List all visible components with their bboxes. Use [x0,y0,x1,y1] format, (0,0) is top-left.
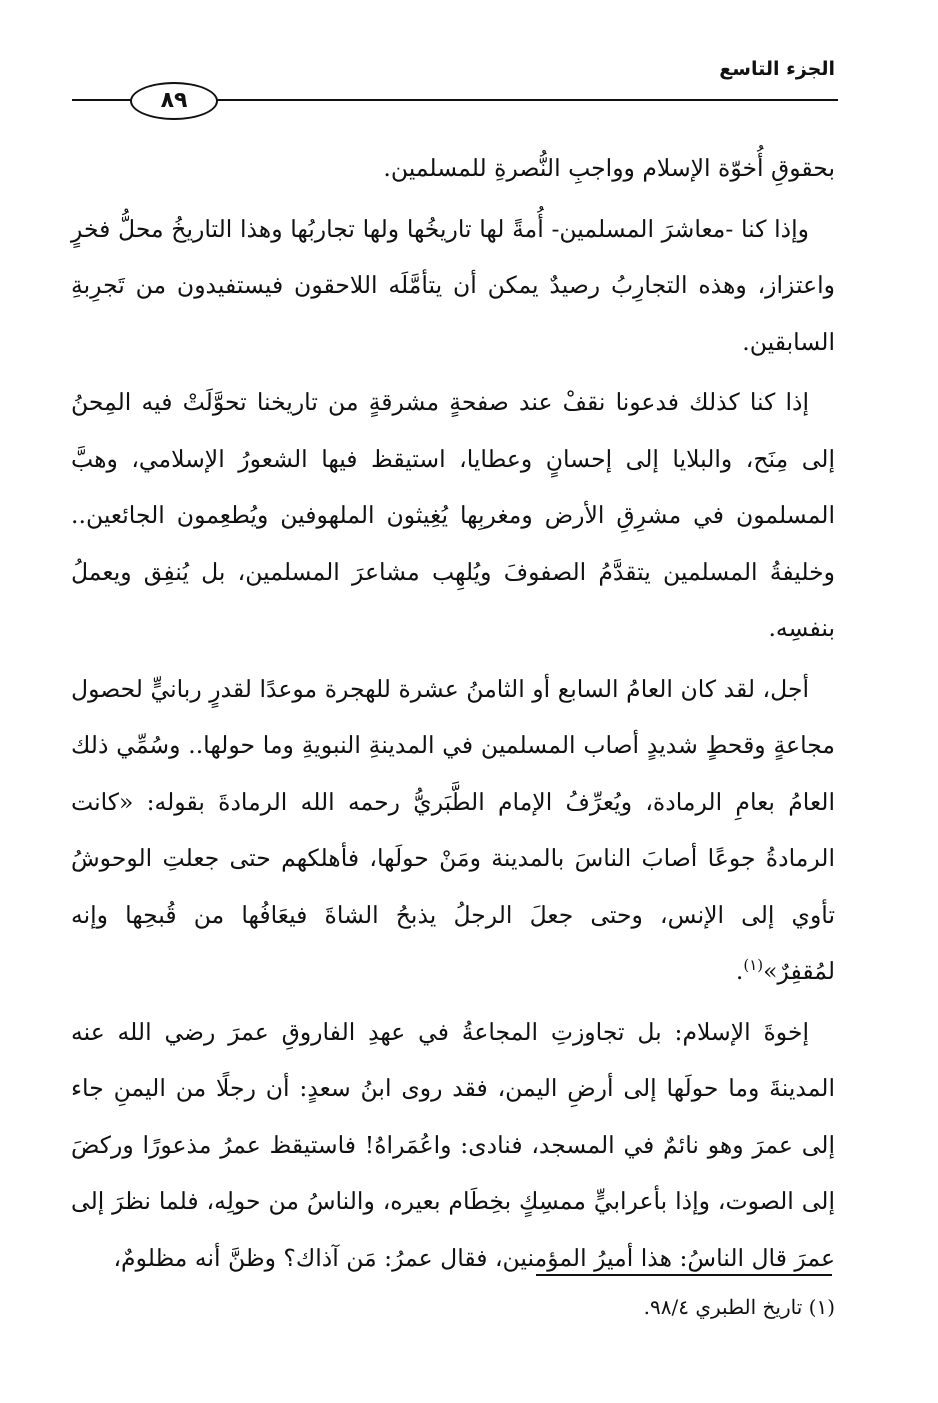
paragraph-4 [71,661,835,1000]
paragraph-4-text: أجل، لقد كان العامُ السابع أو الثامنُ عشرة للهجرة موعدًا لقدرٍ ربانيٍّ لحصول مجاعةٍ وقحطٍ شديدٍ أصاب المسلمين في المدينةِ النبويةِ وما حولها.. وسُمِّي ذلك العامُ بعامِ الرمادة، ويُعرِّفُ الإمام الطَّبَريُّ رحمه الله الرمادةَ بقوله: «كانت الرمادةُ جوعًا أصابَ الناسَ بالمدينة ومَنْ حولَها، فأهلكهم حتى جعلتِ الوحوشُ تأوي إلى الإنس، وحتى جعلَ الرجلُ يذبحُ الشاةَ فيعَافُها من قُبحِها وإنه لمُقفِرٌ» [71,674,835,985]
running-head-title: الجزء التاسع [719,58,835,80]
paragraph-5: إخوةَ الإسلام: بل تجاوزتِ المجاعةُ في عهدِ الفاروقِ عمرَ رضي الله عنه المدينةَ وما حولَها إلى أرضِ اليمن، فقد روى ابنُ سعدٍ: أن رجلًا من اليمنِ جاء إلى عمرَ وهو نائمٌ في المسجد، فنادى: واعُمَراهُ! فاستيقظ عمرُ مذعورًا وركضَ إلى الصوت، وإذا بأعرابيٍّ ممسِكٍ بخِطَام بعيره، والناسُ من حولِه، فلما نظرَ إلى عمرَ قال الناسُ: هذا أميرُ المؤمنين، فقال عمرُ: مَن آذاك؟ وظنَّ أنه مظلومٌ، [71,1017,835,1272]
paragraph-2: وإذا كنا -معاشرَ المسلمين- أُمةً لها تاريخُها ولها تجاربُها وهذا التاريخُ محلُّ فخرٍ واعتزاز، وهذه التجارِبُ رصيدٌ يمكن أن يتأمَّلَه اللاحقون فيستفيدون من تَجرِبةِ السابقين. [71,214,835,356]
page-number-badge [130,82,218,120]
page-number: ٨٩ [160,88,188,113]
footnote-reference: (١) [743,956,764,975]
footnote-1: (١) تاريخ الطبري ٩٨/٤. [643,1295,835,1319]
paragraph-3: إذا كنا كذلك فدعونا نقفْ عند صفحةٍ مشرقةٍ من تاريخنا تحوَّلَتْ فيه المِحنُ إلى مِنَح، والبلايا إلى إحسانٍ وعطايا، استيقظ فيها الشعورُ الإسلامي، وهبَّ المسلمون في مشرِقِ الأرض ومغربِها يُغِيثون الملهوفين ويُطعِمون الجائعين.. وخليفةُ المسلمين يتقدَّمُ الصفوفَ ويُلهِب مشاعرَ المسلمين، بل يُنفِق ويعملُ بنفسِه. [71,388,835,642]
paragraph-4-end: . [735,957,744,985]
footnote-separator [536,1274,832,1276]
paragraph-1: بحقوقِ أُخوّة الإسلام وواجبِ النُّصرةِ للمسلمين. [383,154,835,182]
body-text [71,140,835,1286]
